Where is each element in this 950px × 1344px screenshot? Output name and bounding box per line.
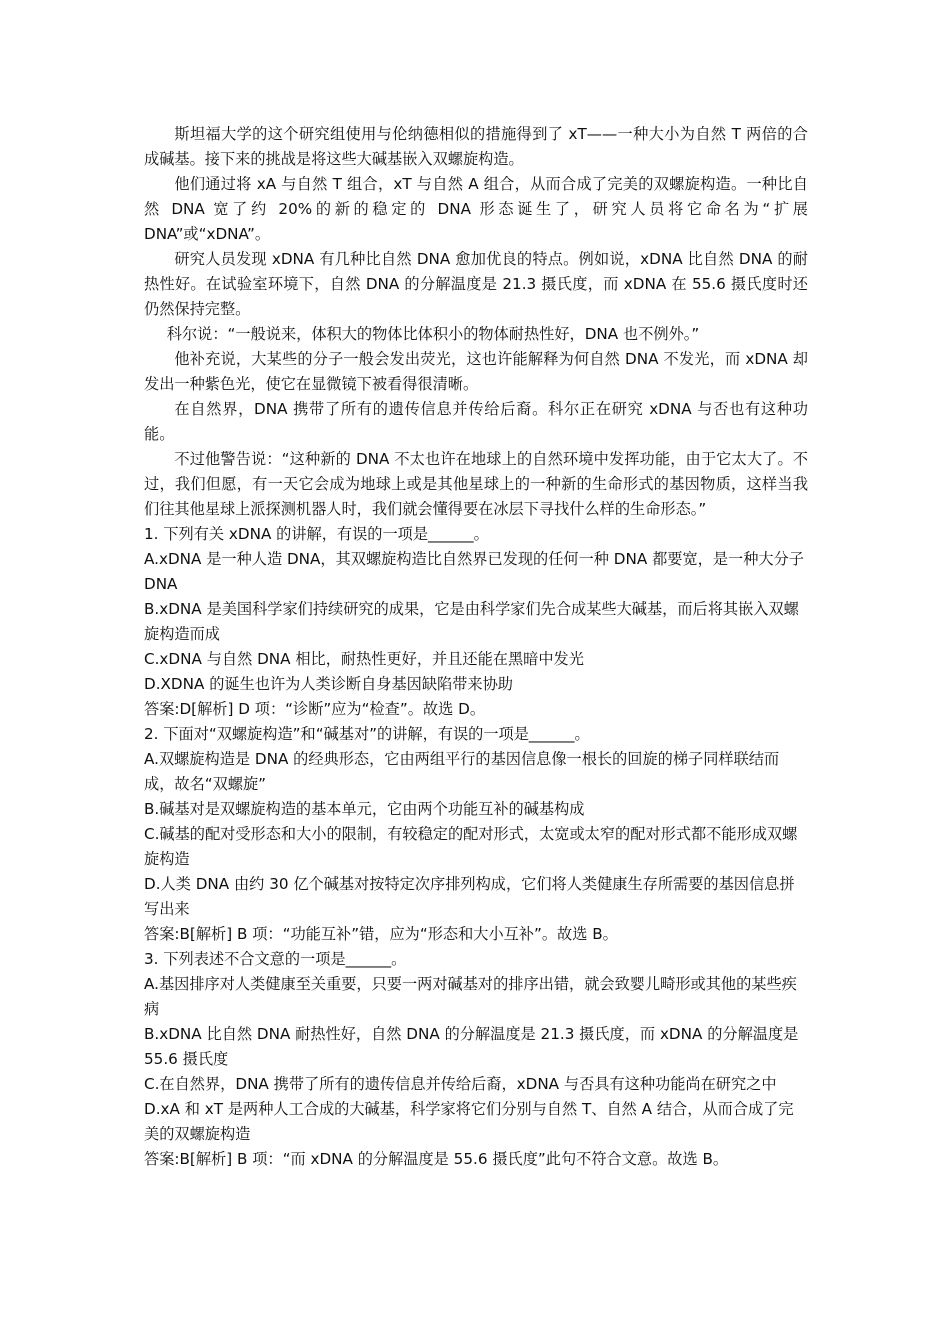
article-paragraph: 他们通过将 xA 与自然 T 组合，xT 与自然 A 组合，从而合成了完美的双螺旋构造。一种比自然 DNA 宽了约 20%的新的稳定的 DNA 形态诞生了，研究人员将它命名为“扩展DNA”或“xDNA”。: [144, 175, 808, 243]
option-d: D.XDNA 的诞生也许为人类诊断自身基因缺陷带来协助: [144, 675, 513, 693]
option-a: A.xDNA 是一种人造 DNA，其双螺旋构造比自然界已发现的任何一种 DNA 都要宽，是一种大分子 DNA: [144, 550, 804, 593]
option-c: C.碱基的配对受形态和大小的限制，有较稳定的配对形式，太宽或太窄的配对形式都不能形成双螺旋构造: [144, 825, 798, 868]
option-a: A.双螺旋构造是 DNA 的经典形态，它由两组平行的基因信息像一根长的回旋的梯子同样联结而成，故名“双螺旋”: [144, 750, 780, 793]
article-paragraph: 在自然界，DNA 携带了所有的遗传信息并传给后裔。科尔正在研究 xDNA 与否也有这种功能。: [144, 400, 808, 443]
option-c: C.在自然界，DNA 携带了所有的遗传信息并传给后裔，xDNA 与否具有这种功能尚在研究之中: [144, 1075, 777, 1093]
question-1: [144, 522, 808, 722]
question-stem: 3. 下列表述不合文意的一项是______。: [144, 950, 407, 968]
answer-explanation: 答案:D[解析] D 项：“诊断”应为“检查”。故选 D。: [144, 700, 486, 718]
question-stem: 2. 下面对“双螺旋构造”和“碱基对”的讲解，有误的一项是______。: [144, 725, 590, 743]
article-paragraph: 他补充说，大某些的分子一般会发出荧光，这也许能解释为何自然 DNA 不发光，而 xDNA 却发出一种紫色光，使它在显微镜下被看得很清晰。: [144, 350, 808, 393]
option-b: B.xDNA 比自然 DNA 耐热性好，自然 DNA 的分解温度是 21.3 摄氏度，而 xDNA 的分解温度是 55.6 摄氏度: [144, 1025, 799, 1068]
question-3: [144, 947, 808, 1172]
question-stem: 1. 下列有关 xDNA 的讲解，有误的一项是______。: [144, 525, 489, 543]
article-paragraph: 研究人员发现 xDNA 有几种比自然 DNA 愈加优良的特点。例如说，xDNA 比自然 DNA 的耐热性好。在试验室环境下，自然 DNA 的分解温度是 21.3 摄氏度，而 xDNA 在 55.6 摄氏度时还仍然保持完整。: [144, 250, 808, 318]
option-c: C.xDNA 与自然 DNA 相比，耐热性更好，并且还能在黑暗中发光: [144, 650, 584, 668]
article-paragraph: 斯坦福大学的这个研究组使用与伦纳德相似的措施得到了 xT——一种大小为自然 T 两倍的合成碱基。接下来的挑战是将这些大碱基嵌入双螺旋构造。: [144, 125, 808, 168]
option-a: A.基因排序对人类健康至关重要，只要一两对碱基对的排序出错，就会致婴儿畸形或其他的某些疾病: [144, 975, 797, 1018]
question-2: [144, 722, 808, 947]
document-page: [144, 122, 808, 1172]
option-d: D.xA 和 xT 是两种人工合成的大碱基，科学家将它们分别与自然 T、自然 A 结合，从而合成了完美的双螺旋构造: [144, 1100, 794, 1143]
answer-explanation: 答案:B[解析] B 项：“功能互补”错，应为“形态和大小互补”。故选 B。: [144, 925, 618, 943]
article-paragraph: 不过他警告说：“这种新的 DNA 不太也许在地球上的自然环境中发挥功能，由于它太大了。不过，我们但愿，有一天它会成为地球上或是其他星球上的一种新的生命形式的基因物质，这样当我们往其他星球上派探测机器人时，我们就会懂得要在冰层下寻找什么样的生命形态。”: [144, 450, 808, 518]
answer-explanation: 答案:B[解析] B 项：“而 xDNA 的分解温度是 55.6 摄氏度”此句不符合文意。故选 B。: [144, 1150, 729, 1168]
article-paragraph: 科尔说：“一般说来，体积大的物体比体积小的物体耐热性好，DNA 也不例外。”: [166, 325, 700, 343]
option-d: D.人类 DNA 由约 30 亿个碱基对按特定次序排列构成，它们将人类健康生存所需要的基因信息拼写出来: [144, 875, 795, 918]
option-b: B.碱基对是双螺旋构造的基本单元，它由两个功能互补的碱基构成: [144, 800, 585, 818]
article-body: [144, 122, 808, 522]
option-b: B.xDNA 是美国科学家们持续研究的成果，它是由科学家们先合成某些大碱基，而后将其嵌入双螺旋构造而成: [144, 600, 799, 643]
